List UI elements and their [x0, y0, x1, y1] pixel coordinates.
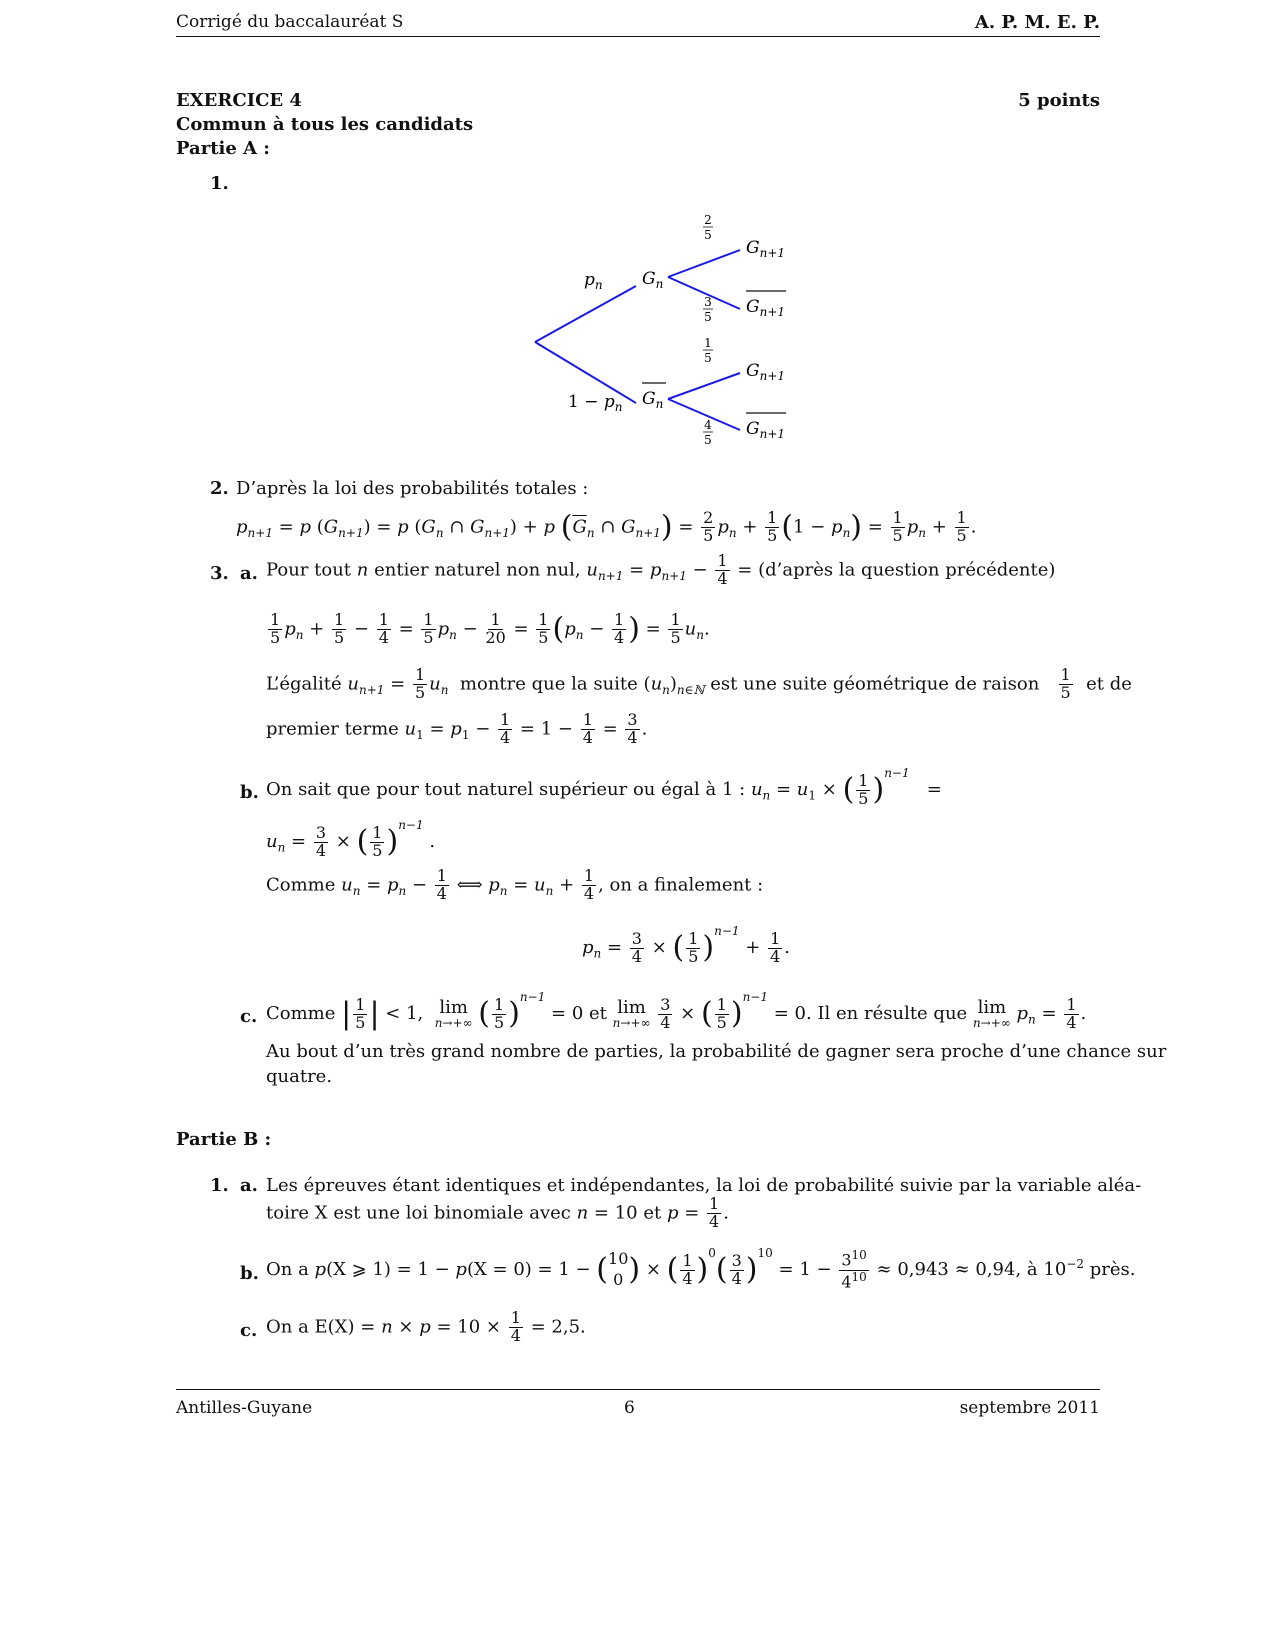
question-3b-label: b.: [240, 782, 259, 803]
prob-3-5-num: 3: [704, 295, 712, 309]
tree-label-pn: $p_n$: [584, 270, 603, 292]
footer-page-number: 6: [624, 1398, 635, 1418]
tree-branch-gn-gnext: [668, 250, 740, 277]
prob-1-5-den: 5: [704, 351, 712, 365]
question-3b-line2: $u_n$ = $\frac{3}{4}$ × ( $\frac{1}{5}$ )$^{n-1}$ .: [266, 818, 436, 860]
prob-3-5-den: 5: [704, 310, 712, 324]
part-b-label: Partie B :: [176, 1129, 272, 1150]
part-b-q1c-line: On a E(X) = n × p = 10 × $\frac{1}{4}$ = 2,5.: [266, 1308, 586, 1345]
part-b-q1a-line2: toire X est une loi binomiale avec n = 10 et p = $\frac{1}{4}$ .: [266, 1194, 729, 1231]
tree-node-gn: $G_n$: [642, 269, 664, 291]
header-right: A. P. M. E. P.: [974, 12, 1100, 33]
part-b-q1a-line1: Les épreuves étant identiques et indépendantes, la loi de probabilité suivie par la variable aléa-: [266, 1175, 1142, 1196]
tree-leaf-gnext-1: $G_{n+1}$: [746, 238, 786, 260]
tree-branch-gnbar-gnext: [668, 373, 740, 399]
question-3a-line3: L’égalité $u_{n+1}$ = $\frac{1}{5}$ $u_n$ montre que la suite $(u_n)_{n\in ℕ}$ est une suite géométrique de raison $\frac{1}{5}$ et de: [266, 665, 1132, 702]
probability-tree: [500, 205, 830, 475]
part-a-label: Partie A :: [176, 138, 270, 159]
exercise-points: 5 points: [1018, 90, 1100, 111]
header-left: Corrigé du baccalauréat S: [176, 12, 404, 32]
question-3c-label: c.: [240, 1006, 258, 1027]
tree-node-gn-bar: $G_n$: [642, 389, 664, 411]
question-3a-line2: $\frac{1}{5}$ $p_n$ + $\frac{1}{5}$ − $\frac{1}{4}$ = $\frac{1}{5}$ $p_n$ − $\frac{1}{20}$ = $\frac{1}{5}$ ($p_n$ − $\frac{1}{4}$ ) = $\frac{1}{5}$ $u_n$.: [270, 610, 710, 647]
footer-left: Antilles-Guyane: [176, 1398, 313, 1418]
exercise-title: EXERCICE 4: [176, 90, 302, 111]
tree-branch-gn: [535, 286, 636, 342]
question-2-label: 2.: [210, 478, 229, 499]
part-b-q1a-label: a.: [240, 1175, 258, 1196]
tree-leaf-gnext-bar-1: $G_{n+1}$: [746, 297, 786, 319]
part-b-q1b-label: b.: [240, 1263, 259, 1284]
prob-2-5-num: 2: [704, 213, 712, 227]
prob-4-5-den: 5: [704, 433, 712, 447]
question-3-label: 3.: [210, 563, 229, 584]
question-2-text: D’après la loi des probabilités totales :: [236, 478, 589, 499]
part-b-q1c-label: c.: [240, 1320, 258, 1341]
question-3a-line1: Pour tout n entier naturel non nul, $u_{n+1} = p_{n+1}$ − $\frac{1}{4}$ = (d’après la question précédente): [266, 551, 1056, 588]
footer-rule: [176, 1389, 1100, 1390]
question-3b-line3: Comme $u_n = p_n$ − $\frac{1}{4}$ ⟺ $p_n = u_n$ + $\frac{1}{4}$ , on a finalement :: [266, 866, 764, 903]
question-3a-label: a.: [240, 563, 258, 584]
question-3c-conclusion-1: Au bout d’un très grand nombre de parties, la probabilité de gagner sera proche d’une chance sur: [266, 1041, 1167, 1062]
prob-4-5-num: 4: [704, 418, 712, 432]
question-3b-result: $p_n$ = $\frac{3}{4}$ × ( $\frac{1}{5}$ )$^{n-1}$ + $\frac{1}{4}$ .: [582, 924, 791, 966]
exercise-subtitle: Commun à tous les candidats: [176, 114, 474, 135]
part-b-q1-label: 1.: [210, 1175, 229, 1196]
prob-2-5-den: 5: [704, 228, 712, 242]
header-rule: [176, 36, 1100, 37]
question-3c-conclusion-2: quatre.: [266, 1066, 333, 1087]
tree-label-one-minus-pn: $1 - p_n$: [568, 392, 623, 414]
tree-leaf-gnext-bar-2: $G_{n+1}$: [746, 419, 786, 441]
tree-leaf-gnext-2: $G_{n+1}$: [746, 361, 786, 383]
question-3c-line1: Comme | $\frac{1}{5}$ | < 1, lim n→+∞ ( $\frac{1}{5}$ )$^{n-1}$ = 0 et lim n→+∞ $\frac{3}{4}$ × ( $\frac{1}{5}$ )$^{n-1}$ = 0. Il en résulte que lim n→+∞ $p_n$ = $\frac{1}{4}$ .: [266, 990, 1087, 1032]
question-3a-line4: premier terme $u_1 = p_1$ − $\frac{1}{4}$ = 1 − $\frac{1}{4}$ = $\frac{3}{4}$ .: [266, 710, 648, 747]
question-1-label: 1.: [210, 173, 229, 194]
question-2-formula: $p_{n+1} = p$ $(G_{n+1}) = p$ ($G_n$ ∩ $G_{n+1}) + p$ ($\overline{G}_n$ ∩ $G_{n+1}$) = $\frac{2}{5}$ $p_n$ + $\frac{1}{5}$ $(1 - p_n)$ = $\frac{1}{5}$ $p_n$ + $\frac{1}{5}$ .: [236, 508, 977, 545]
prob-1-5-num: 1: [704, 336, 712, 350]
footer-right: septembre 2011: [959, 1398, 1100, 1418]
part-b-q1b-line: On a p(X ⩾ 1) = 1 − p(X = 0) = 1 − ( 10 0 ) × ( $\frac{1}{4}$ )$^0$( $\frac{3}{4}$ )$^{10}$ = 1 − $\frac{3^{10}}{4^{10}}$ ≈ 0,943 ≈ 0,94, à $10^{-2}$ près.: [266, 1246, 1136, 1291]
question-3b-line1: On sait que pour tout naturel supérieur ou égal à 1 : $u_n = u_1$ × ( $\frac{1}{5}$ )$^{n-1}$ =: [266, 766, 942, 808]
